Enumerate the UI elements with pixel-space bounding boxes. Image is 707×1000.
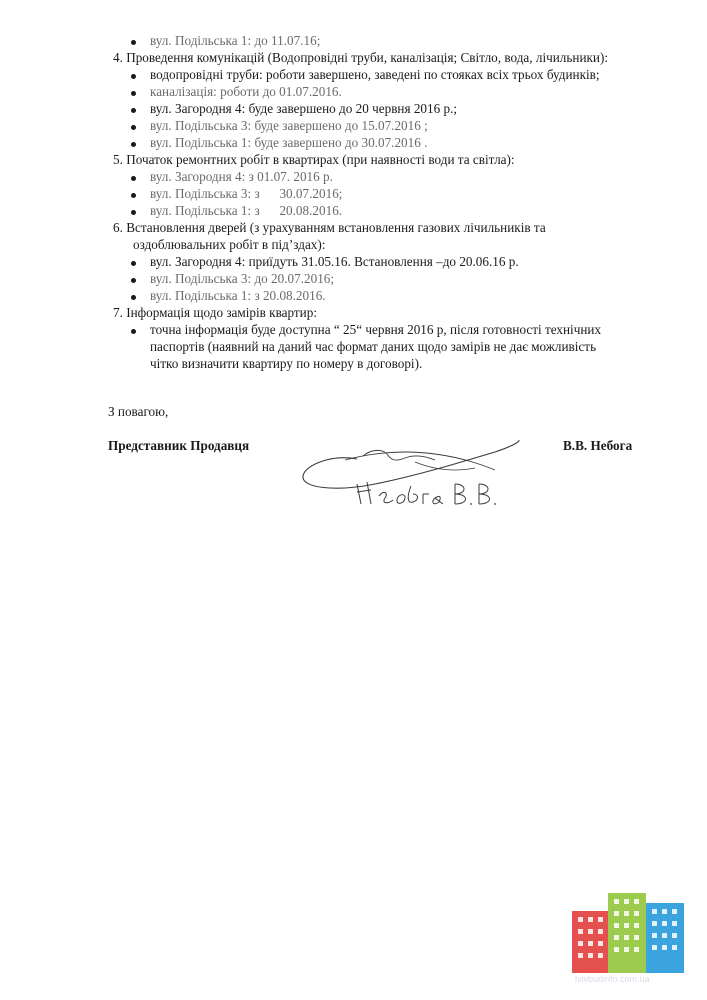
- list-item: вул. Подільська 3: до 20.07.2016;: [150, 271, 335, 286]
- handwritten-signature: [295, 432, 545, 512]
- bullet-icon: [131, 261, 136, 266]
- bullet-icon: [131, 142, 136, 147]
- list-item: каналізація: роботи до 01.07.2016.: [150, 84, 342, 99]
- section-heading-6: 6. Встановлення дверей (з урахуванням встановлення газових лічильників та: [113, 220, 546, 235]
- list-item: вул. Подільська 1: з 20.08.2016.: [150, 288, 326, 303]
- list-item: вул. Подільська 1: буде завершено до 30.07.2016 .: [150, 135, 428, 150]
- section-heading-7: 7. Інформація щодо замірів квартир:: [113, 305, 317, 320]
- list-item: точна інформація буде доступна “ 25“ червня 2016 р, після готовності технічних: [150, 322, 602, 337]
- list-item: вул. Загородня 4: приїдуть 31.05.16. Встановлення –до 20.06.16 р.: [150, 254, 519, 269]
- section-heading-5: 5. Початок ремонтних робіт в квартирах (при наявності води та світла):: [113, 152, 515, 167]
- bullet-icon: [131, 176, 136, 181]
- logo-green-building: [608, 893, 646, 973]
- list-item-continuation: паспортів (наявний на даний час формат даних щодо замірів не дає можливість: [150, 339, 597, 354]
- list-item: вул. Подільська 3: буде завершено до 15.07.2016 ;: [150, 118, 428, 133]
- representative-name: В.В. Небога: [563, 438, 633, 453]
- bullet-icon: [131, 91, 136, 96]
- watermark-text: lvivbudinfo.com.ua: [575, 974, 650, 984]
- list-item: вул. Подільська 3: з 30.07.2016;: [150, 186, 343, 201]
- closing-regards: З повагою,: [108, 404, 169, 419]
- bullet-icon: [131, 108, 136, 113]
- bullet-icon: [131, 329, 136, 334]
- bullet-icon: [131, 278, 136, 283]
- bullet-icon: [131, 193, 136, 198]
- list-item: водопровідні труби: роботи завершено, заведені по стояках всіх трьох будинків;: [150, 67, 600, 82]
- bullet-icon: [131, 295, 136, 300]
- bullet-icon: [131, 40, 136, 45]
- list-item-continuation: чітко визначити квартиру по номеру в договорі).: [150, 356, 423, 371]
- list-item: вул. Подільська 1: з 20.08.2016.: [150, 203, 343, 218]
- company-logo: [570, 893, 686, 973]
- list-item: вул. Подільська 1: до 11.07.16;: [150, 33, 321, 48]
- bullet-icon: [131, 74, 136, 79]
- section-heading-4: 4. Проведення комунікацій (Водопровідні труби, каналізація; Світло, вода, лічильники):: [113, 50, 609, 65]
- list-item: вул. Загородня 4: буде завершено до 20 червня 2016 р.;: [150, 101, 458, 116]
- section-heading-6-continuation: оздоблювальних робіт в під’здах):: [133, 237, 326, 252]
- list-item: вул. Загородня 4: з 01.07. 2016 р.: [150, 169, 333, 184]
- bullet-icon: [131, 125, 136, 130]
- representative-label: Представник Продавця: [108, 438, 250, 453]
- bullet-icon: [131, 210, 136, 215]
